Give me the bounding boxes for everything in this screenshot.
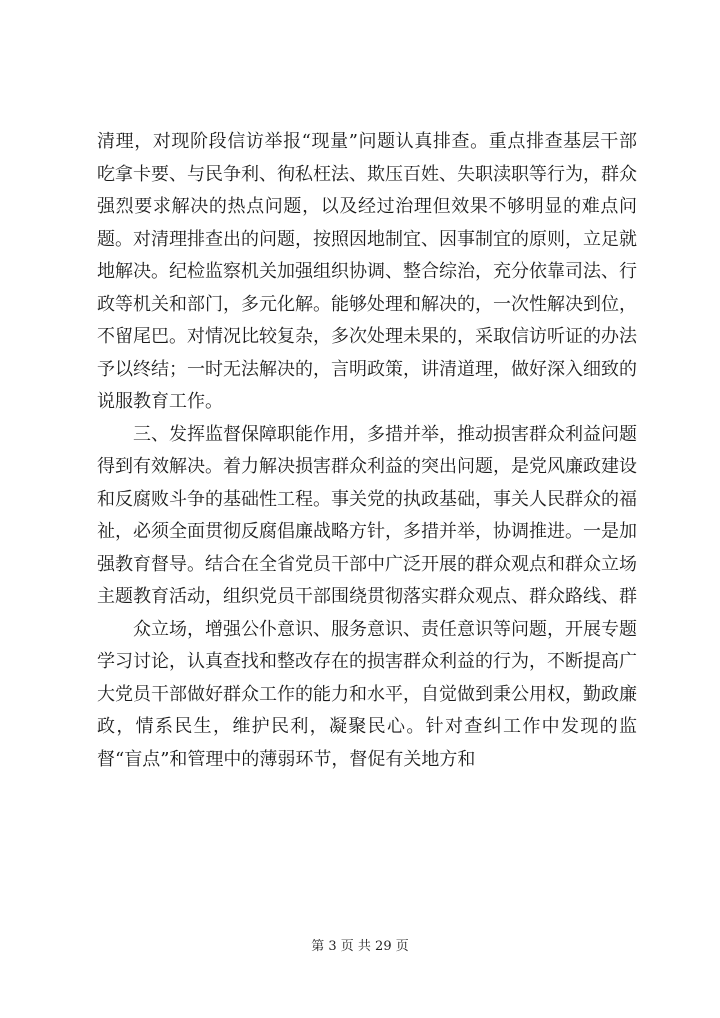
paragraph-1: 清理，对现阶段信访举报“现量”问题认真排查。重点排查基层干部吃拿卡要、与民争利、徇私枉法、欺压百姓、失职渎职等行为，群众强烈要求解决的热点问题，以及经过治理但效果不够明显的难点问题。对清理排查出的问题，按照因地制宜、因事制宜的原则，立足就地解决。纪检监察机关加强组织协调、整合综治，充分依靠司法、行政等机关和部门，多元化解。能够处理和解决的，一次性解决到位，不留尾巴。对情况比较复杂，多次处理未果的，采取信访听证的办法予以终结；一时无法解决的，言明政策，讲清道理，做好深入细致的说服教育工作。: [97, 131, 637, 412]
page-number-footer: 第 3 页 共 29 页: [311, 939, 409, 954]
document-body: [97, 126, 637, 776]
paragraph-3: 众立场，增强公仆意识、服务意识、责任意识等问题，开展专题学习讨论，认真查找和整改存在的损害群众利益的行为，不断提高广大党员干部做好群众工作的能力和水平，自觉做到秉公用权，勤政廉政，情系民生，维护民利，凝聚民心。针对查纠工作中发现的监督“盲点”和管理中的薄弱环节，督促有关地方和: [97, 618, 637, 770]
paragraph-2: 三、发挥监督保障职能作用，多措并举，推动损害群众利益问题得到有效解决。着力解决损害群众利益的突出问题，是党风廉政建设和反腐败斗争的基础性工程。事关党的执政基础，事关人民群众的福祉，必须全面贯彻反腐倡廉战略方针，多措并举，协调推进。一是加强教育督导。结合在全省党员干部中广泛开展的群众观点和群众立场主题教育活动，组织党员干部围绕贯彻落实群众观点、群众路线、群: [97, 423, 637, 607]
